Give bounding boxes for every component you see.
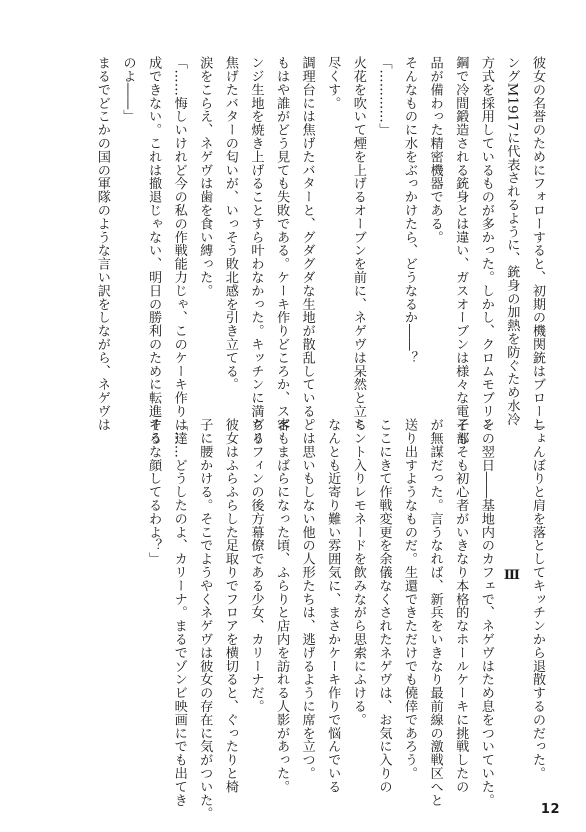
text-line: とは思いもしない他の人形たちは、逃げるように席を立つ。	[299, 418, 315, 780]
page-number: 12	[540, 802, 560, 817]
text-line: のよ――」	[120, 56, 136, 123]
text-line: 子に腰かける。そこでようやくネゲヴは彼女の存在に気がついた。	[197, 418, 213, 820]
text-line: 成できない。これは撤退じゃない、明日の勝利のために転進する	[146, 56, 162, 445]
section-heading: Ⅲ	[504, 568, 520, 584]
text-line: グリフィンの後方幕僚である少女、カリーナだ。	[248, 418, 264, 713]
text-line: その翌日――基地内のカフェで、ネゲヴはため息をついていた。	[478, 418, 494, 807]
text-line: ンジ生地を焼き上げることすら叶わなかった。キッチンに満ちる	[248, 56, 264, 445]
upper-text-block	[70, 56, 550, 445]
text-line: 「……悔しいけれど今の私の作戦能力じゃ、このケーキ作りは達	[171, 56, 187, 445]
text-line: 彼女はふらふらした足取りでフロアを横切ると、ぐったりと椅	[222, 418, 238, 794]
text-line: ングM1917に代表されるように、銃身の加熱を防ぐため水冷	[504, 56, 520, 426]
text-line: 「……どうしたのよ、カリーナ。まるでゾンビ映画にでも出てき	[171, 418, 187, 807]
text-line: が無謀だった。言うなれば、新兵をいきなり最前線の激戦区へと	[427, 418, 443, 807]
text-line: そうな顔してるわよ？」	[146, 418, 162, 566]
text-line: 火花を吹いて煙を上げるオーブンを前に、ネゲヴは呆然と立ち	[350, 56, 366, 432]
text-line: ミント入りレモネードを飲みながら思索にふける。	[350, 418, 366, 727]
text-line: 調理台には焦げたバターと、グダグダな生地が散乱している。	[299, 56, 315, 432]
text-line: 彼女の名誉のためにフォローすると、初期の機関銃はブローニ	[530, 56, 545, 432]
text-line: ここにきて作戦変更を余儀なくされたネゲヴは、お気に入りの	[376, 418, 392, 794]
text-line: もはや誰がどう見ても失敗である。ケーキ作りどころか、スポ	[274, 56, 290, 432]
text-line: 「…………」	[376, 56, 392, 137]
text-line: そもそも初心者がいきなり本格的なホールケーキに挑戦したの	[453, 418, 469, 794]
text-line: 焦げたバターの匂いが、いっそう敗北感を引き立てる。	[222, 56, 238, 391]
text-line: 涙をこらえ、ネゲヴは歯を食い縛った。	[197, 56, 213, 298]
text-line: 鋼で冷間鍛造される銃身とは違い、ガスオーブンは様々な電子部	[453, 56, 469, 445]
text-line: なんとも近寄り難い雰囲気に、まさかケーキ作りで悩んでいる	[325, 418, 341, 794]
text-line: 方式を採用しているものが多かった。しかし、クロムモブリン	[478, 56, 494, 432]
text-line: まるでどこかの国の軍隊のような言い訳をしながら、ネゲヴは	[94, 56, 110, 432]
text-line: 尽くす。	[325, 56, 341, 110]
text-line: しょんぼりと肩を落としてキッチンから退散するのだった。	[530, 418, 545, 780]
text-line: 送り出すようなものだ。生還できただけでも僥倖であろう。	[402, 418, 418, 780]
text-line: 客もまばらになった頃、ふらりと店内を訪れる人影があった。	[274, 418, 290, 794]
text-line: そんなものに水をぶっかけたら、どうなるか――？	[402, 56, 418, 365]
text-line: 品が備わった精密機器である。	[427, 56, 443, 244]
